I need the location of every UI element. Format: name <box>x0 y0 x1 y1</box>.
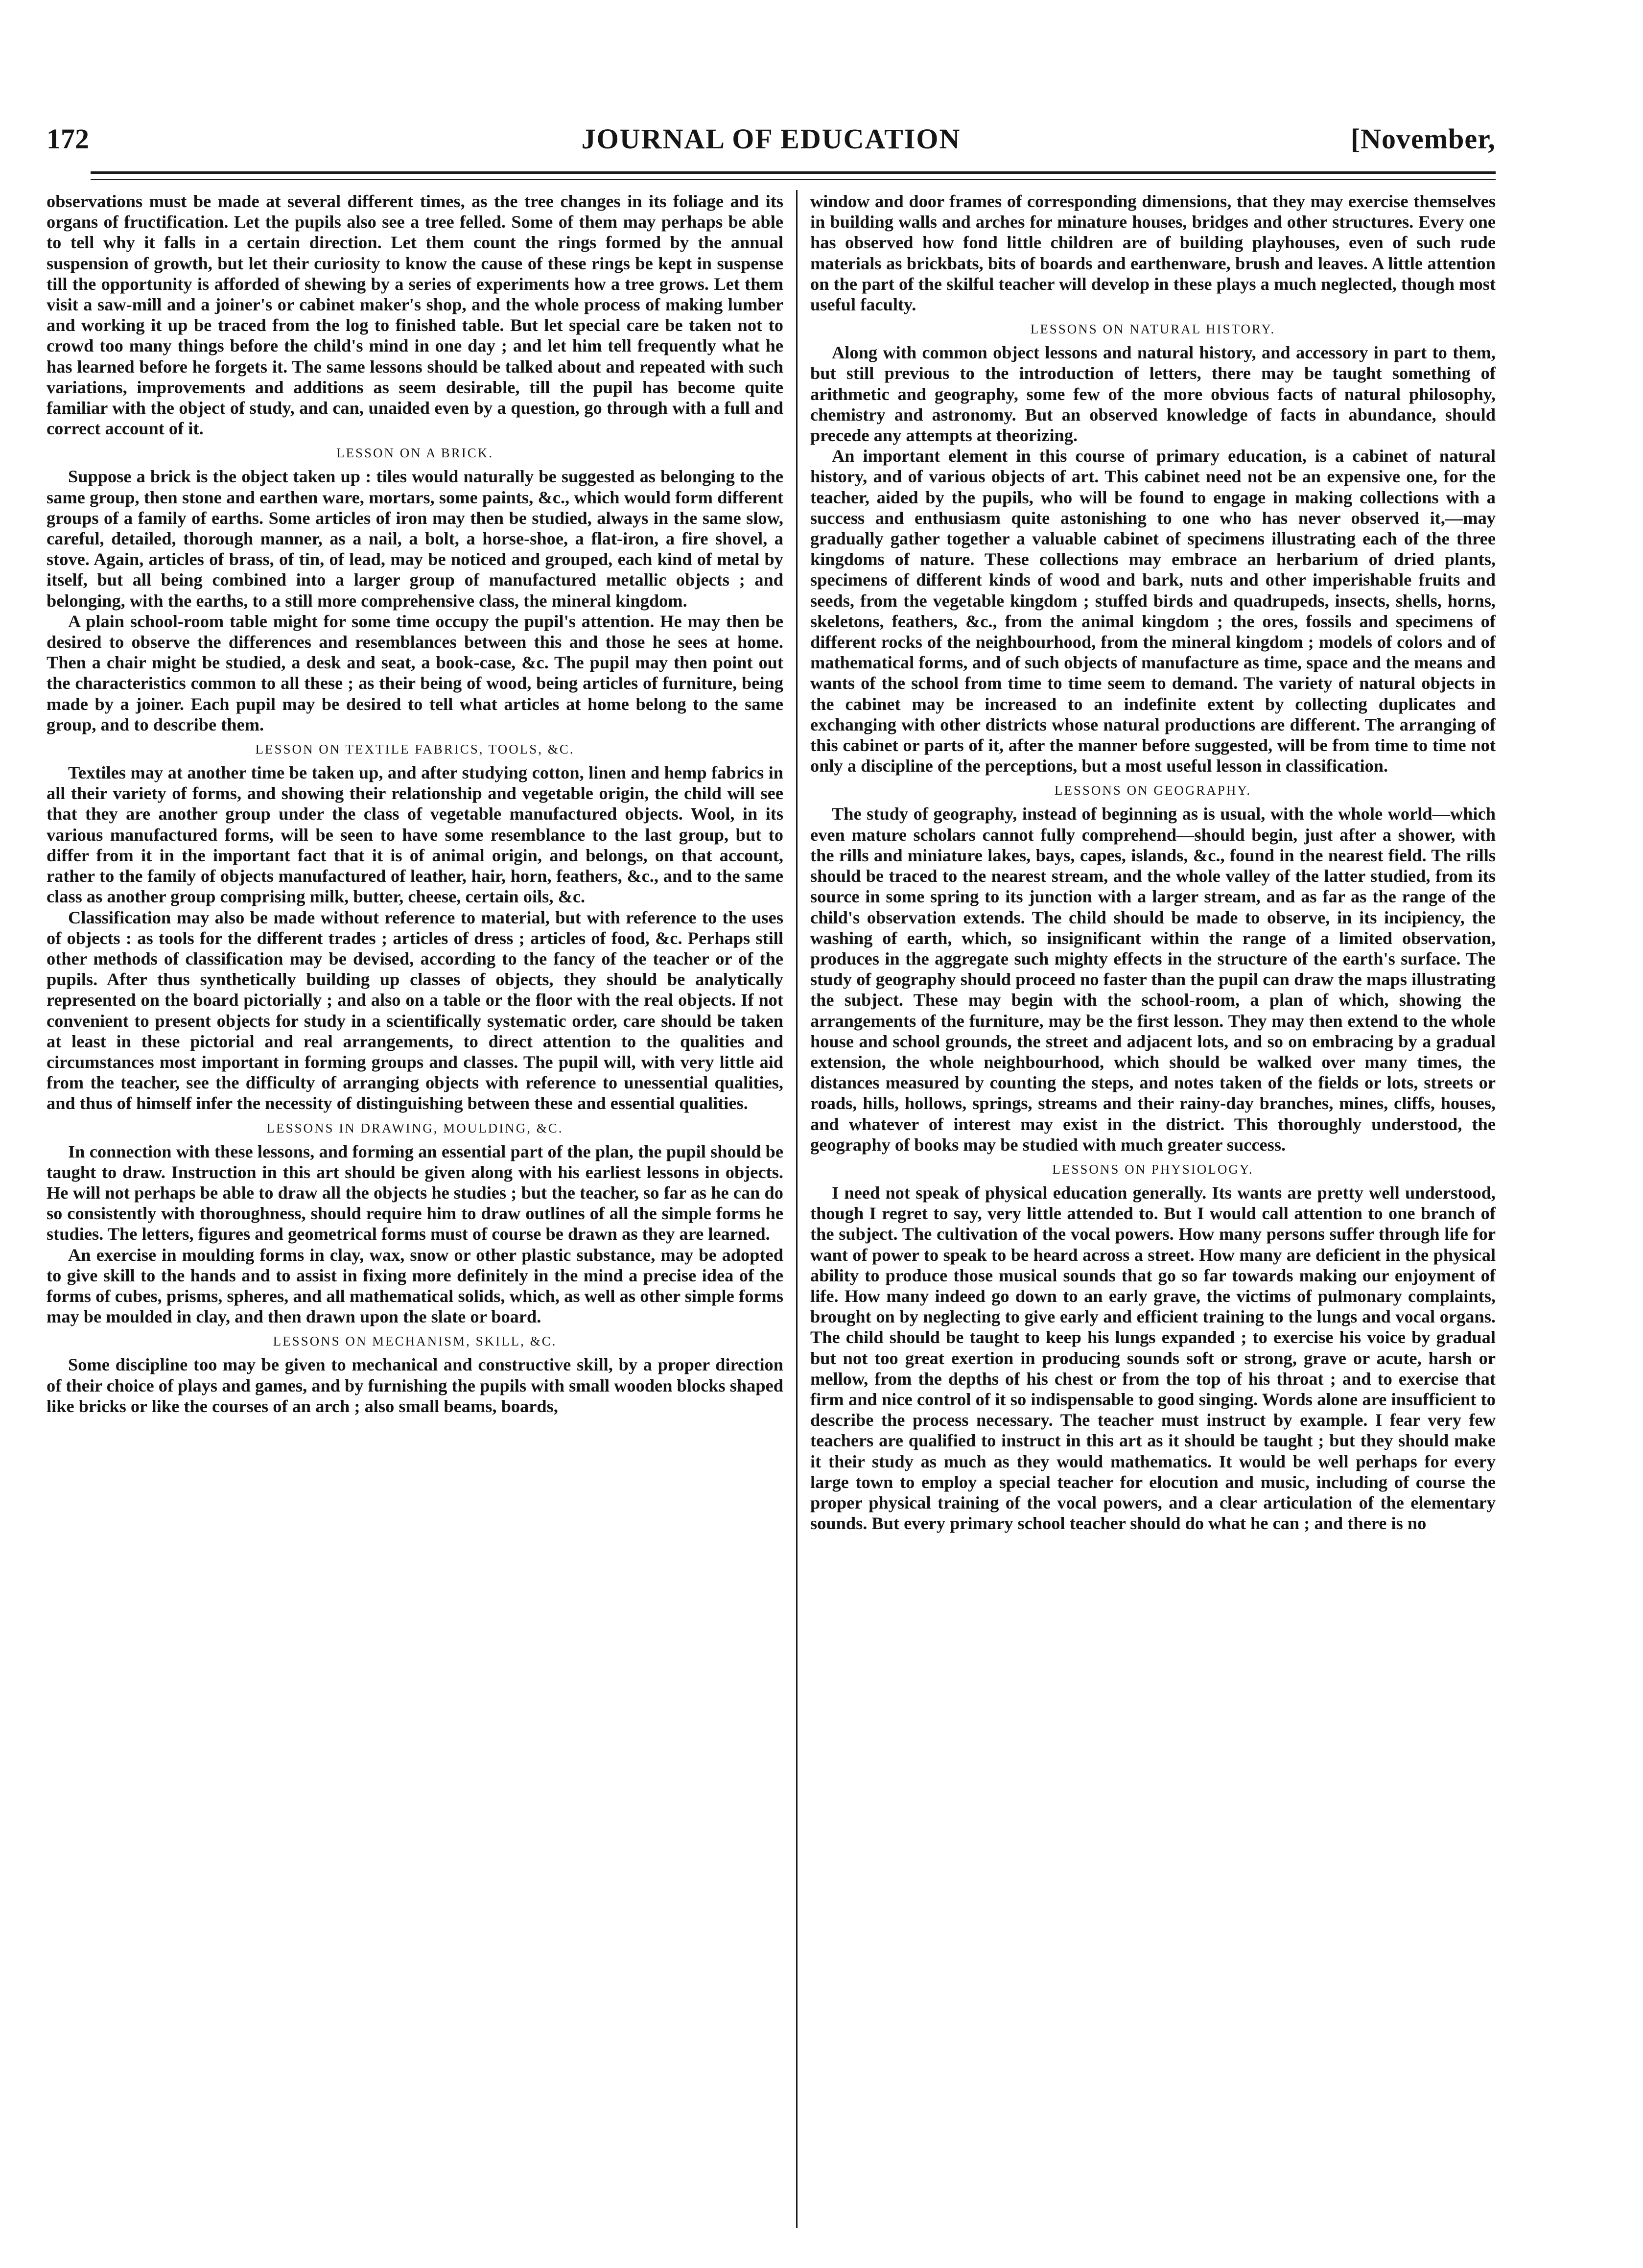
heading-lessons-drawing: LESSONS IN DRAWING, MOULDING, &C. <box>266 1120 563 1135</box>
paragraph-building-plays: window and door frames of corresponding dimensions, that they may exercise themselves in building walls and arches for minature houses, bridges and other structures. Every one has observed how fond little children are of building playhouses, even of such rude materials as brickbats, bits of boards and earthenware, brush and leaves. A little attention on the part of the skilful teacher will develop in these plays a much neglected, though most useful faculty. <box>810 191 1496 315</box>
paragraph-classification: Classification may also be made without reference to material, but with reference to the uses of objects : as tools for the different trades ; articles of dress ; articles of food, &c. Perhaps still other methods of classification may be devised, according to the fancy of the teacher or of the pupils. After thus synthetically building up classes of objects, they should be analytically represented on the board pictorially ; and also on a table or the floor with the real objects. If not convenient to present objects for study in a scientifically systematic order, care should be taken at least in these pictorial and real arrangements, to direct attention to the qualities and circumstances most important in forming groups and classes. The pupil will, with very little aid from the teacher, see the difficulty of arranging objects with reference to unessential qualities, and thus of himself infer the necessity of distinguishing between these and essential qualities. <box>47 907 783 1113</box>
page-number: 172 <box>47 123 89 155</box>
left-column <box>47 191 783 2243</box>
column-divider <box>796 190 798 2228</box>
heading-lessons-geography: LESSONS ON GEOGRAPHY. <box>1054 783 1252 798</box>
paragraph-geography: The study of geography, instead of beginning as is usual, with the whole world—which even mature scholars cannot fully comprehend—should begin, just after a shower, with the rills and miniature lakes, bays, capes, islands, &c., found in the nearest field. The rills should be traced to the nearest stream, and the whole valley of the latter studied, from its source in some spring to its junction with a larger stream, and as far as the range of the child's observation extends. The child should be made to observe, in its incipiency, the washing of earth, which, so insignificant within the range of a limited observation, produces in the aggregate such mighty effects in the structure of the earth's surface. The study of geography should proceed no faster than the pupil can draw the maps illustrating the subject. These may begin with the school-room, a plan of which, showing the arrangements of the furniture, may be the first lesson. They may then extend to the whole house and school grounds, the street and adjacent lots, and so on embracing by a gradual extension, the whole neighbourhood, which should be walked over many times, the distances measured by counting the steps, and notes taken of the fields or lots, streets or roads, hills, hollows, springs, streams and their rainy-day branches, mines, cliffs, houses, and whatever of interest may exist in the district. This thoroughly understood, the geography of books may be studied with much greater success. <box>810 804 1496 1155</box>
paragraph-textiles: Textiles may at another time be taken up, and after studying cotton, linen and hemp fabrics in all their variety of forms, and showing their relationship and vegetable origin, the child will see that they are another group under the class of vegetable manufactured objects. Wool, in its various manufactured forms, will be seen to have some resemblance to the last group, but to differ from it in the important fact that it is of animal origin, and belongs, on that account, rather to the family of objects manufactured of leather, hair, horn, feathers, &c., and to the same class as another group comprising milk, butter, cheese, certain oils, &c. <box>47 763 783 907</box>
heading-lessons-natural-history: LESSONS ON NATURAL HISTORY. <box>1030 322 1276 337</box>
paragraph-physiology: I need not speak of physical education generally. Its wants are pretty well understood, though I regret to say, very little attended to. But I would call attention to one branch of the subject. The cultivation of the vocal powers. How many persons suffer through life for want of power to speak to be heard across a street. How many are deficient in the physical ability to produce those musical sounds that go so far towards making our enjoyment of life. How many indeed go down to an early grave, the victims of pulmonary complaints, brought on by neglecting to give early and efficient training to the lungs and vocal organs. The child should be taught to keep his lungs expanded ; to exercise his voice by gradual but not too great exertion in producing sounds soft or strong, grave or acute, harsh or mellow, from the depths of his chest or from the top of his throat ; and to exercise that firm and nice control of it so indispensable to good singing. Words alone are insufficient to describe the process necessary. The teacher must instruct by example. I fear very few teachers are qualified to instruct in this art as it should be taught ; but they should make it their study as much as they would mathematics. It would be well perhaps for every large town to employ a special teacher for elocution and music, including of course the proper physical training of the vocal powers, and a clear articulation of the elementary sounds. But every primary school teacher should do what he can ; and there is no <box>810 1182 1496 1534</box>
journal-title: JOURNAL OF EDUCATION <box>581 123 961 155</box>
issue-month: [November, <box>1350 123 1496 155</box>
heading-lesson-textile: LESSON ON TEXTILE FABRICS, TOOLS, &C. <box>255 742 575 757</box>
paragraph-table: A plain school-room table might for some time occupy the pupil's attention. He may then be desired to observe the differences and resemblances between this and those he sees at home. Then a chair might be studied, a desk and seat, a book-case, &c. The pupil may then point out the characteristics common to all these ; as their being of wood, being articles of furniture, being made by a joiner. Each pupil may be desired to tell what articles at home belong to the same group, and to describe them. <box>47 611 783 734</box>
paragraph-moulding: An exercise in moulding forms in clay, wax, snow or other plastic substance, may be adopted to give skill to the hands and to assist in fixing more definitely in the mind a precise idea of the forms of cubes, prisms, spheres, and all mathematical solids, which, as well as other simple forms may be moulded in clay, and then drawn upon the slate or board. <box>47 1245 783 1327</box>
page-header <box>47 122 1496 166</box>
header-rule-thin <box>91 179 1496 180</box>
heading-lessons-mechanism: LESSONS ON MECHANISM, SKILL, &C. <box>273 1334 557 1349</box>
paragraph-tree-observations: observations must be made at several different times, as the tree changes in its foliage and its organs of fructification. Let the pupils also see a tree felled. Some of them may perhaps be able to tell why it falls in a certain direction. Let them count the rings formed by the annual suspension of growth, but let their curiosity to know the cause of these rings be kept in suspense till the opportunity is afforded of shewing by a series of experiments how a tree grows. Let them visit a saw-mill and a joiner's or cabinet maker's shop, and the whole process of making lumber and working it up be traced from the log to finished table. But let special care be taken not to crowd too many things before the child's mind in one day ; and let him tell frequently what he has learned before he forgets it. The same lessons should be talked about and repeated with such variations, improvements and additions as seem desirable, till the pupil has become quite familiar with the object of study, and can, unaided even by a question, go through with a full and correct account of it. <box>47 191 783 439</box>
paragraph-drawing: In connection with these lessons, and forming an essential part of the plan, the pupil should be taught to draw. Instruction in this art should be given along with his earliest lessons in objects. He will not perhaps be able to draw all the objects he studies ; but the teacher, so far as he can do so consistently with thoroughness, should require him to draw outlines of all the simple forms he studies. The letters, figures and geometrical forms must of course be drawn as they are learned. <box>47 1141 783 1244</box>
header-rule-thick <box>91 171 1496 174</box>
heading-lesson-brick: LESSON ON A BRICK. <box>336 446 494 461</box>
paragraph-mechanism: Some discipline too may be given to mechanical and constructive skill, by a proper direction of their choice of plays and games, and by furnishing the pupils with small wooden blocks shaped like bricks or like the courses of an arch ; also small beams, boards, <box>47 1355 783 1416</box>
heading-lessons-physiology: LESSONS ON PHYSIOLOGY. <box>1052 1161 1254 1177</box>
paragraph-brick: Suppose a brick is the object taken up : tiles would naturally be suggested as belonging to the same group, then stone and earthen ware, mortars, some paints, &c., which would form different groups of a family of earths. Some articles of iron may then be studied, always in the same slow, careful, detailed, thorough manner, as a nail, a bolt, a horse-shoe, a flat-iron, a fire shovel, a stove. Again, articles of brass, of tin, of lead, may be noticed and grouped, each kind of metal by itself, but all being combined into a larger group of manufactured metallic objects ; and belonging, with the earths, to a still more comprehensive class, the mineral kingdom. <box>47 467 783 611</box>
right-column <box>810 191 1496 2243</box>
paragraph-cabinet: An important element in this course of primary education, is a cabinet of natural history, and of various objects of art. This cabinet need not be an expensive one, for the teacher, aided by the pupils, who will be found to engage in making collections with a success and enthusiasm quite astonishing to one who has never observed it,—may gradually gather together a valuable cabinet of specimens illustrating each of the three kingdoms of nature. These collections may embrace an herbarium of dried plants, specimens of different kinds of wood and bark, nuts and other imperishable fruits and seeds, from the vegetable kingdom ; stuffed birds and quadrupeds, insects, shells, horns, skeletons, feathers, &c., from the animal kingdom ; the ores, fossils and specimens of different rocks of the neighbourhood, from the mineral kingdom ; models of colors and of mathematical forms, and of such objects of manufacture as time, space and the means and wants of the school from time to time seem to demand. The variety of natural objects in the cabinet may be increased to an indefinite extent by collecting duplicates and exchanging with other districts whose natural productions are different. The arranging of this cabinet or parts of it, after the manner before suggested, will be from time to time not only a discipline of the perceptions, but a most useful lesson in classification. <box>810 446 1496 776</box>
paragraph-object-lessons: Along with common object lessons and natural history, and accessory in part to them, but still previous to the introduction of letters, there may be taught something of arithmetic and geography, some few of the more obvious facts of natural philosophy, chemistry and astronomy. But an observed knowledge of facts in abundance, should precede any attempts at theorizing. <box>810 343 1496 446</box>
